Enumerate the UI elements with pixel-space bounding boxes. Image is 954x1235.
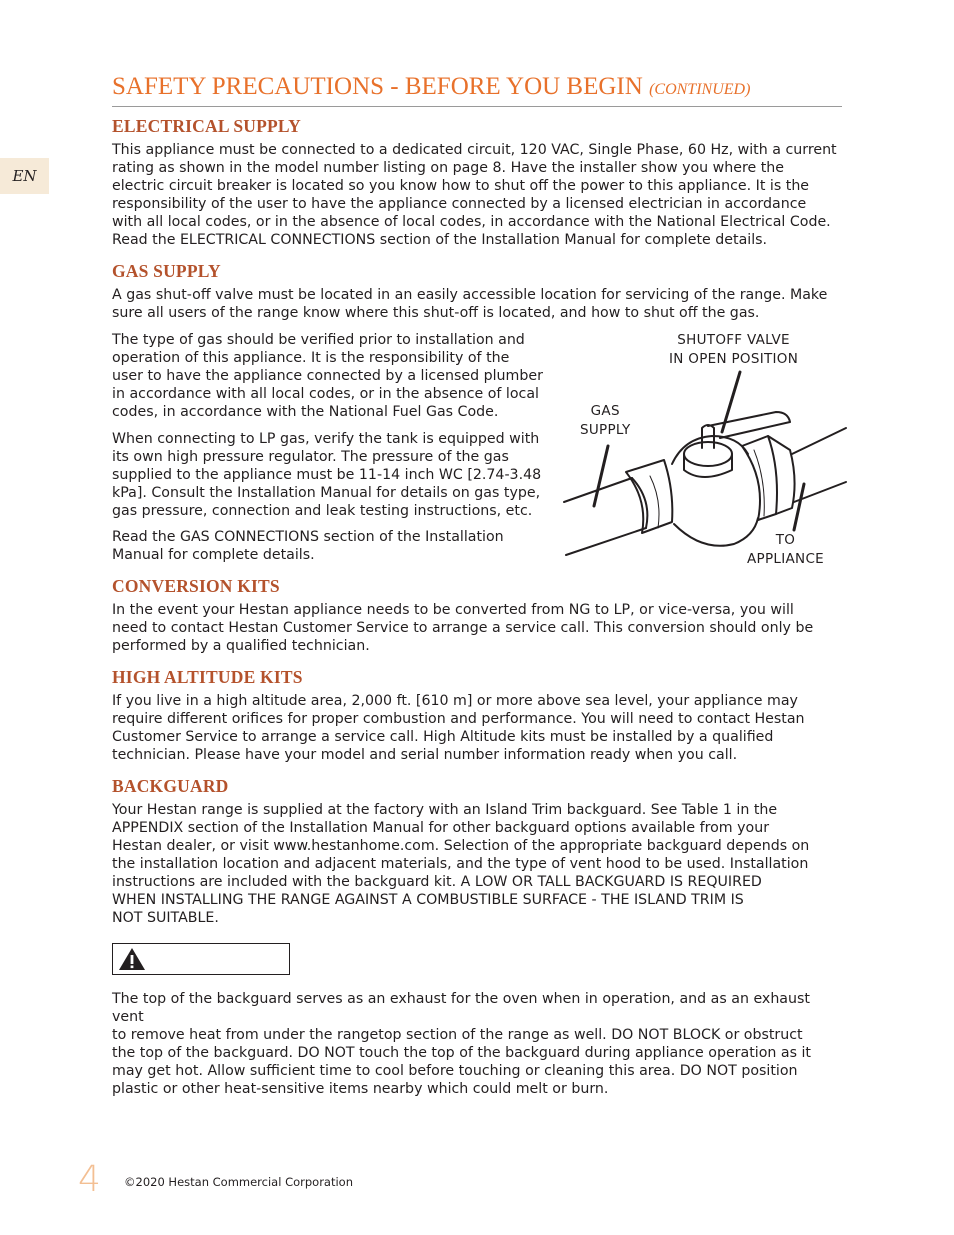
conversion-kits-heading: CONVERSION KITS <box>112 576 280 596</box>
gas-supply-label <box>580 402 631 440</box>
valve-label <box>669 331 798 369</box>
page-title <box>112 72 842 107</box>
text-line: Hestan dealer, or visit www.hestanhome.com. Selection of the appropriate backguard depends on <box>112 838 810 854</box>
text-line: with all local codes, or in the absence of local codes, in accordance with the National Electrical Code. <box>112 214 831 230</box>
text-line: user to have the appliance connected by a licensed plumber <box>112 368 543 384</box>
footer-copyright: ©2020 Hestan Commercial Corporation <box>124 1175 354 1189</box>
text-line: in accordance with all local codes, or in the absence of local <box>112 386 539 402</box>
high-altitude-text <box>112 692 844 764</box>
gas-connections-paragraph <box>112 528 557 564</box>
text-line: A gas shut-off valve must be located in an easily accessible location for servicing of the range. Make <box>112 287 828 303</box>
text-line: codes, in accordance with the National Fuel Gas Code. <box>112 404 499 420</box>
page-title-main: SAFETY PRECAUTIONS - BEFORE YOU BEGIN <box>112 73 643 100</box>
backguard-heading: BACKGUARD <box>112 776 229 796</box>
label-line: APPLIANCE <box>747 551 825 567</box>
gas-supply-pointer-line <box>594 446 608 506</box>
text-line: Read the ELECTRICAL CONNECTIONS section of the Installation Manual for complete details. <box>112 232 768 248</box>
text-line: operation of this appliance. It is the responsibility of the <box>112 350 510 366</box>
appliance-pointer-line <box>794 484 804 530</box>
text-line: Read the GAS CONNECTIONS section of the Installation <box>112 529 504 545</box>
text-line: need to contact Hestan Customer Service to arrange a service call. This conversion should only be <box>112 620 814 636</box>
label-line: TO <box>775 532 796 548</box>
gas-supply-heading: GAS SUPPLY <box>112 261 221 281</box>
text-line: The top of the backguard serves as an exhaust for the oven when in operation, and as an exhaust vent <box>112 991 810 1025</box>
text-line: to remove heat from under the rangetop section of the range as well. DO NOT BLOCK or obstruct <box>112 1027 803 1043</box>
text-line: its own high pressure regulator. The pressure of the gas <box>112 449 509 465</box>
text-line: gas pressure, connection and leak testing instructions, etc. <box>112 503 533 519</box>
lp-gas-paragraph <box>112 430 557 520</box>
text-line: require different orifices for proper combustion and performance. You will need to contact Hestan <box>112 711 805 727</box>
text-line: NOT SUITABLE. <box>112 910 219 926</box>
text-line: Your Hestan range is supplied at the factory with an Island Trim backguard. See Table 1 in the <box>112 802 778 818</box>
text-line: If you live in a high altitude area, 2,000 ft. [610 m] or more above sea level, your appliance may <box>112 693 798 709</box>
text-line: responsibility of the user to have the appliance connected by a licensed electrician in accordance <box>112 196 807 212</box>
text-line: Customer Service to arrange a service call. High Altitude kits must be installed by a qualified <box>112 729 774 745</box>
language-tab: EN <box>0 158 49 194</box>
high-altitude-heading: HIGH ALTITUDE KITS <box>112 667 303 687</box>
warning-box <box>112 943 290 975</box>
gas-valve-diagram <box>562 330 852 575</box>
valve-pointer-line <box>722 372 740 432</box>
gas-type-paragraph <box>112 331 557 421</box>
backguard-text <box>112 801 844 927</box>
electrical-supply-heading: ELECTRICAL SUPPLY <box>112 116 301 136</box>
label-line: SHUTOFF VALVE <box>677 332 790 348</box>
text-line: When connecting to LP gas, verify the tank is equipped with <box>112 431 540 447</box>
text-line: supplied to the appliance must be 11-14 inch WC [2.74-3.48 <box>112 467 542 483</box>
conversion-kits-text <box>112 601 844 655</box>
to-appliance-label <box>747 531 824 569</box>
text-line: APPENDIX section of the Installation Manual for other backguard options available from your <box>112 820 770 836</box>
text-line: rating as shown in the model number listing on page 8. Have the installer show you where the <box>112 160 785 176</box>
text-line: the installation location and adjacent materials, and the type of vent hood to be used. Installation <box>112 856 809 872</box>
text-line: performed by a qualified technician. <box>112 638 370 654</box>
backguard-warning-text <box>112 990 844 1098</box>
gas-supply-intro <box>112 286 844 322</box>
warning-triangle-icon <box>118 947 146 971</box>
text-line: Manual for complete details. <box>112 547 315 563</box>
text-line: In the event your Hestan appliance needs to be converted from NG to LP, or vice-versa, you will <box>112 602 794 618</box>
text-line: instructions are included with the backguard kit. A LOW OR TALL BACKGUARD IS REQUIRED <box>112 874 762 890</box>
text-line: kPa]. Consult the Installation Manual for details on gas type, <box>112 485 541 501</box>
text-line: plastic or other heat-sensitive items nearby which could melt or burn. <box>112 1081 609 1097</box>
electrical-supply-text <box>112 141 844 249</box>
label-line: SUPPLY <box>580 422 631 438</box>
text-line: electric circuit breaker is located so you know how to shut off the power to this appliance. It is the <box>112 178 810 194</box>
text-line: The type of gas should be verified prior to installation and <box>112 332 525 348</box>
text-line: may get hot. Allow sufficient time to cool before touching or cleaning this area. DO NOT position <box>112 1063 798 1079</box>
text-line: WHEN INSTALLING THE RANGE AGAINST A COMBUSTIBLE SURFACE - THE ISLAND TRIM IS <box>112 892 744 908</box>
text-line: technician. Please have your model and serial number information ready when you call. <box>112 747 738 763</box>
text-line: the top of the backguard. DO NOT touch the top of the backguard during appliance operation as it <box>112 1045 811 1061</box>
page-number: 4 <box>78 1159 101 1200</box>
text-line: This appliance must be connected to a dedicated circuit, 120 VAC, Single Phase, 60 Hz, with a current <box>112 142 837 158</box>
page-title-continued: (CONTINUED) <box>649 81 751 98</box>
label-line: GAS <box>590 403 620 419</box>
text-line: sure all users of the range know where this shut-off is located, and how to shut off the gas. <box>112 305 760 321</box>
label-line: IN OPEN POSITION <box>669 351 799 367</box>
